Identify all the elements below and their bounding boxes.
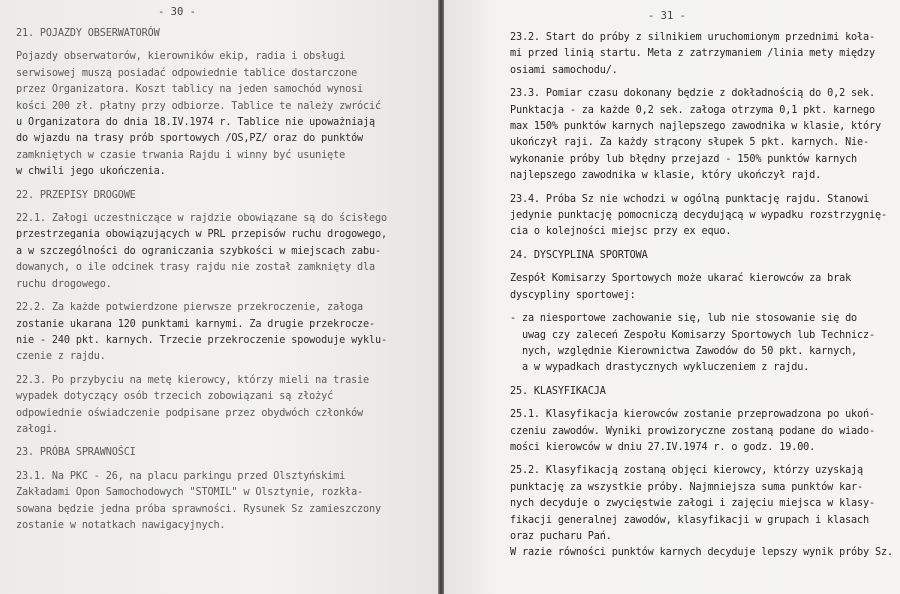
text-line: przestrzegania obowiązujących w PRL przepisów ruchu drogowego,: [16, 229, 387, 241]
text-line: a w wypadkach drastycznych wykluczeniem z rajdu.: [510, 362, 810, 374]
left-page: [0, 0, 438, 594]
paragraph-gap: [510, 241, 894, 248]
text-line: 22.2. Za każde potwierdzone pierwsze przekroczenie, załoga: [16, 302, 364, 314]
paragraph-gap: [510, 185, 894, 192]
left-page-text: [16, 26, 428, 534]
text-line: 22. PRZEPISY DROGOWE: [16, 189, 136, 201]
paragraph-gap: [16, 42, 428, 49]
text-line: wypadek dotyczący osób trzecich zobowiązani są złożyć: [16, 391, 334, 403]
text-line: Pojazdy obserwatorów, kierowników ekip, radia i obsługi: [16, 51, 346, 63]
page-number-right: - 31 -: [648, 10, 686, 22]
text-line: mi przed linią startu. Meta z zatrzymaniem /linia mety między: [510, 48, 875, 60]
text-line: mości kierowców w dniu 27.IV.1974 r. o godz. 19.00.: [510, 441, 816, 453]
text-line: serwisowej muszą posiadać odpowiednie tablice dostarczone: [16, 67, 358, 79]
text-line: 23.3. Pomiar czasu dokonany będzie z dokładnością do 0,2 sek.: [510, 88, 875, 100]
text-line: a w szczególności do ograniczania szybkości w miejscach zabu-: [16, 245, 381, 257]
text-line: do wjazdu na trasy prób sportowych /OS,PZ/ oraz do punktów: [16, 133, 364, 145]
text-line: cia o kolejności miejsc przy ex equo.: [510, 226, 732, 238]
paragraph-gap: [16, 293, 428, 300]
text-line: - za niesportowe zachowanie się, lub nie stosowanie się do: [510, 313, 858, 325]
text-line: Punktacja - za każde 0,2 sek. załoga otrzyma 0,1 pkt. karnego: [510, 104, 875, 116]
text-line: czenie z rajdu.: [16, 351, 106, 363]
text-line: 22.1. Załogi uczestniczące w rajdzie obowiązane są do ścisłego: [16, 213, 387, 225]
text-line: u Organizatora do dnia 18.IV.1974 r. Tablice nie upoważniają: [16, 117, 376, 129]
text-line: czeniu zawodów. Wyniki prowizoryczne zostaną podane do wiado-: [510, 425, 875, 437]
text-line: zostanie w notatkach nawigacyjnych.: [16, 519, 226, 531]
text-line: 21. POJAZDY OBSERWATORÓW: [16, 28, 160, 39]
text-line: nych decyduje o zwycięstwie załogi i zajęciu miejsca w klasy-: [510, 498, 875, 510]
text-line: ukończył raji. Za każdy strącony słupek 5 pkt. karnych. Nie-: [510, 137, 870, 149]
text-line: sowana będzie jedna próba sprawności. Rysunek Sz zamieszczony: [16, 503, 381, 515]
text-line: ruchu drogowego.: [16, 278, 112, 290]
paragraph-gap: [16, 462, 428, 469]
paragraph-gap: [16, 204, 428, 211]
paragraph-gap: [510, 264, 894, 271]
text-line: dowanych, o ile odcinek trasy rajdu nie został zamknięty dla: [16, 262, 376, 274]
text-line: odpowiednie oświadczenie podpisane przez obydwóch członków: [16, 407, 364, 419]
paragraph-gap: [16, 438, 428, 445]
text-line: 24. DYSCYPLINA SPORTOWA: [510, 249, 648, 261]
text-line: 25.2. Klasyfikacją zostaną objęci kierowcy, którzy uzyskają: [510, 465, 864, 477]
text-line: Zespół Komisarzy Sportowych może ukarać kierowców za brak: [510, 273, 852, 285]
text-line: osiami samochodu/.: [510, 64, 618, 76]
text-line: fikacji generalnej zawodów, klasyfikacji w grupach i klasach: [510, 514, 870, 526]
paragraph-gap: [16, 181, 428, 188]
text-line: W razie równości punktów karnych decyduje lepszy wynik próby Sz.: [510, 547, 893, 559]
text-line: 25. KLASYFIKACJA: [510, 385, 606, 397]
paragraph-gap: [510, 456, 894, 463]
text-line: dyscypliny sportowej:: [510, 289, 636, 301]
text-line: uwag czy zaleceń Zespołu Komisarzy Sportowych lub Technicz-: [510, 329, 875, 341]
text-line: załogi.: [16, 423, 58, 435]
text-line: zostanie ukarana 120 punktami karnymi. Za drugie przekrocze-: [16, 318, 376, 330]
text-line: oraz pucharu Pań.: [510, 530, 612, 542]
right-page-text: [510, 30, 894, 562]
text-line: 23. PRÓBA SPRAWNOŚCI: [16, 447, 136, 459]
paragraph-gap: [510, 377, 894, 384]
text-line: 23.1. Na PKC - 26, na placu parkingu przed Olsztyńskimi: [16, 470, 346, 482]
paragraph-gap: [510, 304, 894, 311]
paragraph-gap: [510, 79, 894, 86]
page-number-left: - 30 -: [158, 6, 196, 18]
text-line: nie - 240 pkt. karnych. Trzecie przekroczenie spowoduje wyklu-: [16, 334, 387, 346]
text-line: jedynie punktację pomocniczą decydującą w wypadku rozstrzygnię-: [510, 210, 887, 222]
text-line: 23.2. Start do próby z silnikiem uruchomionym przednimi koła-: [510, 32, 875, 43]
text-line: 23.4. Próba Sz nie wchodzi w ogólną punktację rajdu. Stanowi: [510, 193, 870, 205]
text-line: wykonanie próby lub błędny przejazd - 150% punktów karnych: [510, 153, 858, 165]
text-line: 25.1. Klasyfikacja kierowców zostanie przeprowadzona po ukoń-: [510, 409, 875, 421]
paragraph-gap: [16, 366, 428, 373]
paragraph-gap: [510, 400, 894, 407]
text-line: kości 200 zł. płatny przy odbiorze. Tablice te należy zwrócić: [16, 100, 381, 112]
text-line: nych, względnie Kierownictwa Zawodów do 50 pkt. karnych,: [510, 345, 858, 357]
text-line: punktację za wszystkie próby. Najmniejsza suma punktów kar-: [510, 481, 864, 493]
text-line: w chwili jego ukończenia.: [16, 166, 166, 178]
text-line: najlepszego zawodnika w klasie, który ukończył rajd.: [510, 170, 822, 182]
text-line: przez Organizatora. Koszt tablicy na jeden samochód wynosi: [16, 84, 364, 96]
text-line: max 150% punktów karnych najlepszego zawodnika w klasie, który: [510, 121, 881, 133]
text-line: zamkniętych w czasie trwania Rajdu i winny być usunięte: [16, 149, 346, 161]
right-page: [444, 0, 900, 594]
text-line: Zakładami Opon Samochodowych "STOMIL" w Olsztynie, rozkła-: [16, 487, 364, 499]
text-line: 22.3. Po przybyciu na metę kierowcy, którzy mieli na trasie: [16, 374, 370, 386]
